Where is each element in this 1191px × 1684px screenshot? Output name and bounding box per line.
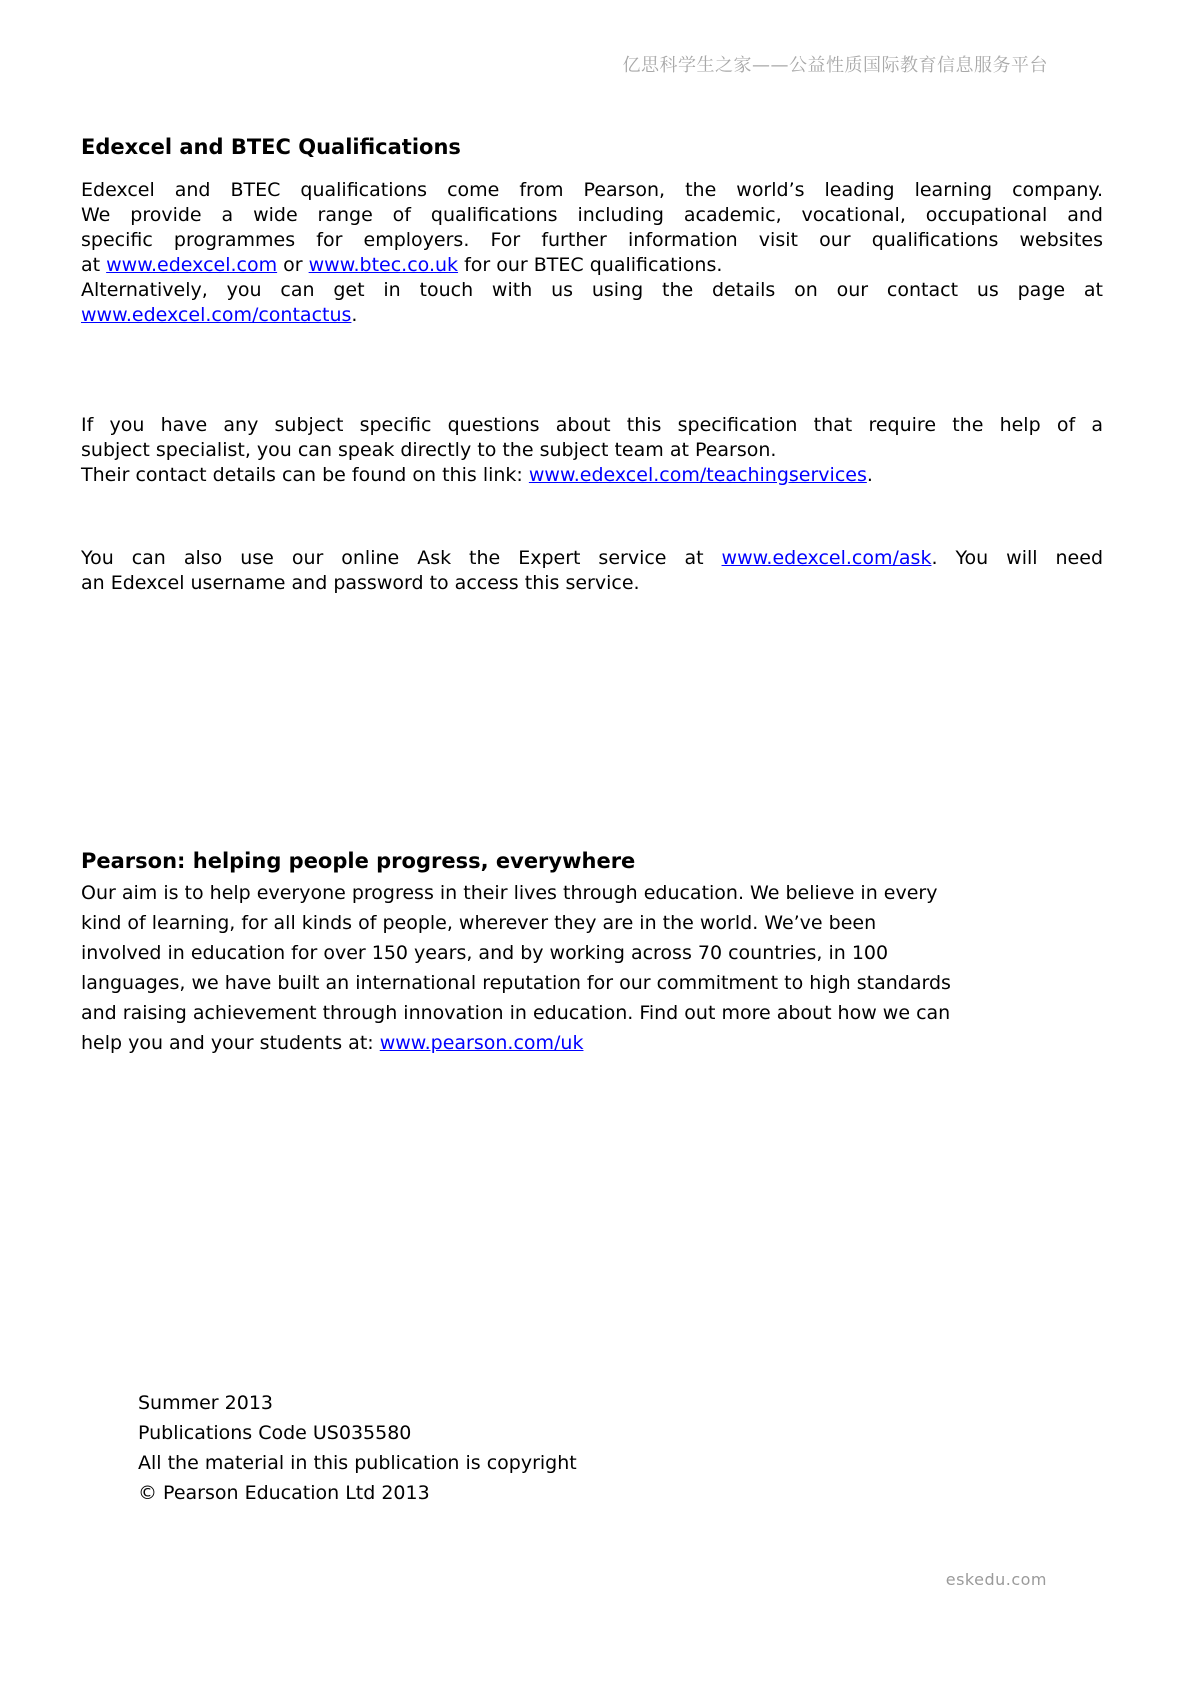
text-line (81, 463, 1103, 488)
text-line (138, 1388, 1160, 1418)
text-run: Summer 2013 (138, 1392, 274, 1414)
text-line (81, 438, 1103, 463)
text-run: Their contact details can be found on this link: (81, 464, 529, 486)
text-line (81, 303, 1103, 328)
page-title: Edexcel and BTEC Qualifications (81, 135, 461, 159)
text-run: If you have any subject specific questions about this specification that require the help of a (81, 414, 1103, 436)
hyperlink[interactable]: www.btec.co.uk (308, 254, 459, 276)
text-run: help you and your students at: (81, 1032, 380, 1054)
text-line (81, 413, 1103, 438)
hyperlink[interactable]: www.edexcel.com/ask (721, 547, 932, 569)
text-line (138, 1418, 1160, 1448)
text-run: or (277, 254, 309, 276)
pearson-section-heading: Pearson: helping people progress, everywhere (81, 849, 636, 873)
text-line (138, 1478, 1160, 1508)
text-line (81, 1028, 1103, 1058)
text-run: specific programmes for employers. For further information visit our qualifications websites (81, 229, 1103, 251)
text-run: an Edexcel username and password to access this service. (81, 572, 640, 594)
text-run: . (866, 464, 873, 486)
text-run: . You will need (931, 547, 1104, 569)
text-run: subject specialist, you can speak directly to the subject team at Pearson. (81, 439, 777, 461)
subject-questions-paragraph (81, 413, 1103, 488)
text-line (81, 228, 1103, 253)
text-run: You can also use our online Ask the Expert service at (81, 547, 722, 569)
text-run: involved in education for over 150 years, and by working across 70 countries, in 100 (81, 942, 889, 964)
footer-watermark: eskedu.com (945, 1570, 1047, 1589)
intro-paragraph (81, 178, 1103, 328)
text-line (81, 178, 1103, 203)
text-run: Alternatively, you can get in touch with us using the details on our contact us page at (81, 279, 1103, 301)
text-run: © Pearson Education Ltd 2013 (138, 1482, 430, 1504)
text-line (81, 908, 1103, 938)
text-run: . (351, 304, 358, 326)
text-line (81, 878, 1103, 908)
text-run: All the material in this publication is copyright (138, 1452, 577, 1474)
text-line (81, 546, 1103, 571)
text-line (81, 278, 1103, 303)
text-run: at (81, 254, 107, 276)
text-line (81, 968, 1103, 998)
hyperlink[interactable]: www.pearson.com/uk (379, 1032, 584, 1054)
ask-the-expert-paragraph (81, 546, 1103, 596)
header-watermark: 亿思科学生之家——公益性质国际教育信息服务平台 (622, 55, 1048, 76)
text-line (81, 998, 1103, 1028)
pearson-section-paragraph (81, 878, 1103, 1058)
text-run: Edexcel and BTEC qualifications come from Pearson, the world’s leading learning company. (81, 179, 1103, 201)
text-run: languages, we have built an international reputation for our commitment to high standards (81, 972, 951, 994)
publication-info-block (138, 1388, 1160, 1508)
text-run: for our BTEC qualifications. (458, 254, 723, 276)
text-run: We provide a wide range of qualifications including academic, vocational, occupational and (81, 204, 1103, 226)
hyperlink[interactable]: www.edexcel.com/contactus (81, 304, 352, 326)
text-line (81, 938, 1103, 968)
text-line (81, 571, 1103, 596)
text-line (81, 253, 1103, 278)
text-run: and raising achievement through innovation in education. Find out more about how we can (81, 1002, 951, 1024)
text-run: Our aim is to help everyone progress in their lives through education. We believe in every (81, 882, 938, 904)
text-line (81, 203, 1103, 228)
text-run: kind of learning, for all kinds of people, wherever they are in the world. We’ve been (81, 912, 877, 934)
hyperlink[interactable]: www.edexcel.com/teachingservices (528, 464, 867, 486)
hyperlink[interactable]: www.edexcel.com (106, 254, 278, 276)
text-run: Publications Code US035580 (138, 1422, 412, 1444)
text-line (138, 1448, 1160, 1478)
